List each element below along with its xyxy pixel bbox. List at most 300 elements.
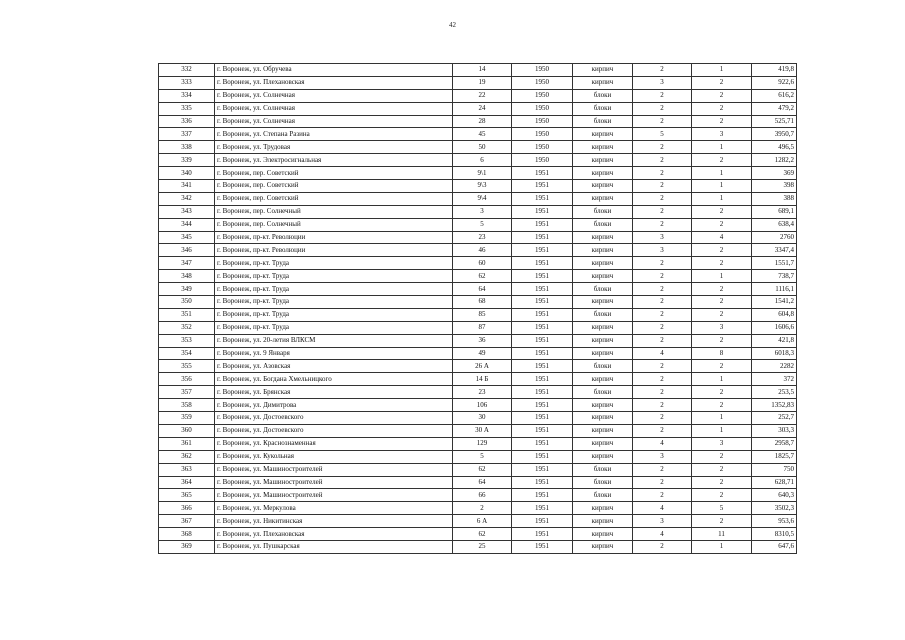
floors-cell: 2 — [633, 334, 692, 347]
floors-cell: 2 — [633, 64, 692, 77]
area-cell: 2282 — [752, 360, 797, 373]
table-row — [159, 399, 797, 412]
area-cell: 496,5 — [752, 141, 797, 154]
house-number-cell: 3 — [453, 205, 512, 218]
entrances-cell: 3 — [692, 437, 752, 450]
table-row — [159, 463, 797, 476]
address-cell: г. Воронеж, пр-кт. Труда — [215, 308, 453, 321]
material-cell: кирпич — [573, 515, 633, 528]
row-number: 343 — [159, 205, 215, 218]
year-cell: 1950 — [512, 64, 573, 77]
floors-cell: 3 — [633, 76, 692, 89]
address-cell: г. Воронеж, ул. Краснознаменная — [215, 437, 453, 450]
house-number-cell: 64 — [453, 476, 512, 489]
house-number-cell: 2 — [453, 502, 512, 515]
year-cell: 1951 — [512, 218, 573, 231]
year-cell: 1951 — [512, 463, 573, 476]
row-number: 360 — [159, 424, 215, 437]
table-row — [159, 489, 797, 502]
row-number: 349 — [159, 283, 215, 296]
material-cell: кирпич — [573, 528, 633, 541]
entrances-cell: 2 — [692, 450, 752, 463]
entrances-cell: 1 — [692, 64, 752, 77]
address-cell: г. Воронеж, пер. Советский — [215, 167, 453, 180]
area-cell: 1551,7 — [752, 257, 797, 270]
floors-cell: 2 — [633, 154, 692, 167]
floors-cell: 2 — [633, 296, 692, 309]
row-number: 364 — [159, 476, 215, 489]
address-cell: г. Воронеж, пр-кт. Труда — [215, 296, 453, 309]
house-number-cell: 28 — [453, 115, 512, 128]
entrances-cell: 1 — [692, 141, 752, 154]
row-number: 348 — [159, 270, 215, 283]
year-cell: 1951 — [512, 321, 573, 334]
house-number-cell: 50 — [453, 141, 512, 154]
floors-cell: 2 — [633, 399, 692, 412]
area-cell: 604,8 — [752, 308, 797, 321]
area-cell: 3950,7 — [752, 128, 797, 141]
floors-cell: 2 — [633, 283, 692, 296]
floors-cell: 2 — [633, 180, 692, 193]
row-number: 347 — [159, 257, 215, 270]
year-cell: 1950 — [512, 115, 573, 128]
floors-cell: 2 — [633, 205, 692, 218]
material-cell: кирпич — [573, 502, 633, 515]
row-number: 359 — [159, 412, 215, 425]
house-number-cell: 60 — [453, 257, 512, 270]
area-cell: 2958,7 — [752, 437, 797, 450]
address-cell: г. Воронеж, ул. Трудовая — [215, 141, 453, 154]
year-cell: 1951 — [512, 270, 573, 283]
floors-cell: 2 — [633, 167, 692, 180]
address-cell: г. Воронеж, пер. Советский — [215, 180, 453, 193]
floors-cell: 2 — [633, 218, 692, 231]
material-cell: кирпич — [573, 257, 633, 270]
house-number-cell: 45 — [453, 128, 512, 141]
table-row — [159, 528, 797, 541]
floors-cell: 2 — [633, 102, 692, 115]
entrances-cell: 2 — [692, 76, 752, 89]
housing-registry-table — [158, 63, 797, 554]
material-cell: кирпич — [573, 180, 633, 193]
address-cell: г. Воронеж, пер. Советский — [215, 192, 453, 205]
entrances-cell: 3 — [692, 128, 752, 141]
address-cell: г. Воронеж, ул. Меркулова — [215, 502, 453, 515]
row-number: 366 — [159, 502, 215, 515]
floors-cell: 2 — [633, 321, 692, 334]
year-cell: 1951 — [512, 283, 573, 296]
floors-cell: 3 — [633, 515, 692, 528]
floors-cell: 2 — [633, 412, 692, 425]
area-cell: 1541,2 — [752, 296, 797, 309]
address-cell: г. Воронеж, ул. Азовская — [215, 360, 453, 373]
material-cell: блоки — [573, 476, 633, 489]
table-row — [159, 76, 797, 89]
floors-cell: 2 — [633, 540, 692, 553]
address-cell: г. Воронеж, ул. Достоевского — [215, 412, 453, 425]
area-cell: 638,4 — [752, 218, 797, 231]
material-cell: кирпич — [573, 128, 633, 141]
year-cell: 1951 — [512, 167, 573, 180]
area-cell: 421,8 — [752, 334, 797, 347]
entrances-cell: 1 — [692, 270, 752, 283]
address-cell: г. Воронеж, ул. Плехановская — [215, 76, 453, 89]
floors-cell: 2 — [633, 424, 692, 437]
material-cell: блоки — [573, 308, 633, 321]
material-cell: блоки — [573, 283, 633, 296]
house-number-cell: 62 — [453, 270, 512, 283]
material-cell: блоки — [573, 463, 633, 476]
year-cell: 1951 — [512, 308, 573, 321]
house-number-cell: 49 — [453, 347, 512, 360]
address-cell: г. Воронеж, ул. Брянская — [215, 386, 453, 399]
floors-cell: 3 — [633, 231, 692, 244]
year-cell: 1951 — [512, 296, 573, 309]
floors-cell: 2 — [633, 360, 692, 373]
entrances-cell: 2 — [692, 296, 752, 309]
house-number-cell: 46 — [453, 244, 512, 257]
house-number-cell: 5 — [453, 218, 512, 231]
entrances-cell: 2 — [692, 154, 752, 167]
area-cell: 1352,83 — [752, 399, 797, 412]
table-row — [159, 502, 797, 515]
row-number: 358 — [159, 399, 215, 412]
table-row — [159, 218, 797, 231]
floors-cell: 4 — [633, 347, 692, 360]
entrances-cell: 1 — [692, 412, 752, 425]
table-row — [159, 386, 797, 399]
table-row — [159, 257, 797, 270]
house-number-cell: 36 — [453, 334, 512, 347]
material-cell: блоки — [573, 489, 633, 502]
floors-cell: 4 — [633, 502, 692, 515]
row-number: 332 — [159, 64, 215, 77]
table-row — [159, 102, 797, 115]
area-cell: 628,71 — [752, 476, 797, 489]
address-cell: г. Воронеж, ул. Солнечная — [215, 115, 453, 128]
row-number: 338 — [159, 141, 215, 154]
entrances-cell: 5 — [692, 502, 752, 515]
area-cell: 2760 — [752, 231, 797, 244]
house-number-cell: 62 — [453, 463, 512, 476]
entrances-cell: 2 — [692, 515, 752, 528]
table-row — [159, 180, 797, 193]
house-number-cell: 129 — [453, 437, 512, 450]
material-cell: кирпич — [573, 347, 633, 360]
year-cell: 1950 — [512, 76, 573, 89]
area-cell: 8310,5 — [752, 528, 797, 541]
row-number: 351 — [159, 308, 215, 321]
entrances-cell: 2 — [692, 283, 752, 296]
table-row — [159, 515, 797, 528]
material-cell: кирпич — [573, 270, 633, 283]
row-number: 368 — [159, 528, 215, 541]
year-cell: 1951 — [512, 231, 573, 244]
material-cell: кирпич — [573, 167, 633, 180]
floors-cell: 3 — [633, 244, 692, 257]
table-row — [159, 437, 797, 450]
area-cell: 525,71 — [752, 115, 797, 128]
house-number-cell: 19 — [453, 76, 512, 89]
entrances-cell: 2 — [692, 308, 752, 321]
material-cell: кирпич — [573, 231, 633, 244]
house-number-cell: 9\1 — [453, 167, 512, 180]
address-cell: г. Воронеж, ул. Машиностроителей — [215, 463, 453, 476]
entrances-cell: 2 — [692, 463, 752, 476]
entrances-cell: 1 — [692, 424, 752, 437]
year-cell: 1951 — [512, 386, 573, 399]
address-cell: г. Воронеж, ул. Степана Разина — [215, 128, 453, 141]
house-number-cell: 23 — [453, 386, 512, 399]
year-cell: 1951 — [512, 257, 573, 270]
row-number: 344 — [159, 218, 215, 231]
area-cell: 6018,3 — [752, 347, 797, 360]
table-row — [159, 450, 797, 463]
row-number: 342 — [159, 192, 215, 205]
row-number: 353 — [159, 334, 215, 347]
table-row — [159, 308, 797, 321]
floors-cell: 2 — [633, 192, 692, 205]
year-cell: 1951 — [512, 205, 573, 218]
material-cell: кирпич — [573, 540, 633, 553]
entrances-cell: 2 — [692, 334, 752, 347]
material-cell: кирпич — [573, 154, 633, 167]
area-cell: 398 — [752, 180, 797, 193]
area-cell: 1825,7 — [752, 450, 797, 463]
entrances-cell: 4 — [692, 231, 752, 244]
table-row — [159, 167, 797, 180]
year-cell: 1951 — [512, 489, 573, 502]
area-cell: 419,8 — [752, 64, 797, 77]
house-number-cell: 24 — [453, 102, 512, 115]
entrances-cell: 1 — [692, 167, 752, 180]
year-cell: 1950 — [512, 102, 573, 115]
address-cell: г. Воронеж, ул. Машиностроителей — [215, 476, 453, 489]
address-cell: г. Воронеж, ул. Плехановская — [215, 528, 453, 541]
area-cell: 689,1 — [752, 205, 797, 218]
year-cell: 1951 — [512, 347, 573, 360]
floors-cell: 5 — [633, 128, 692, 141]
area-cell: 922,6 — [752, 76, 797, 89]
floors-cell: 2 — [633, 308, 692, 321]
floors-cell: 2 — [633, 270, 692, 283]
material-cell: кирпич — [573, 296, 633, 309]
entrances-cell: 2 — [692, 89, 752, 102]
area-cell: 647,6 — [752, 540, 797, 553]
material-cell: блоки — [573, 89, 633, 102]
table-row — [159, 270, 797, 283]
year-cell: 1951 — [512, 476, 573, 489]
floors-cell: 2 — [633, 463, 692, 476]
house-number-cell: 64 — [453, 283, 512, 296]
address-cell: г. Воронеж, ул. Электросигнальная — [215, 154, 453, 167]
table-row — [159, 205, 797, 218]
entrances-cell: 8 — [692, 347, 752, 360]
address-cell: г. Воронеж, пр-кт. Революции — [215, 244, 453, 257]
area-cell: 953,6 — [752, 515, 797, 528]
address-cell: г. Воронеж, ул. 20-летия ВЛКСМ — [215, 334, 453, 347]
material-cell: кирпич — [573, 192, 633, 205]
material-cell: кирпич — [573, 424, 633, 437]
address-cell: г. Воронеж, ул. 9 Января — [215, 347, 453, 360]
entrances-cell: 1 — [692, 192, 752, 205]
floors-cell: 4 — [633, 437, 692, 450]
material-cell: блоки — [573, 360, 633, 373]
house-number-cell: 14 Б — [453, 373, 512, 386]
row-number: 333 — [159, 76, 215, 89]
address-cell: г. Воронеж, пер. Солнечный — [215, 218, 453, 231]
row-number: 346 — [159, 244, 215, 257]
address-cell: г. Воронеж, ул. Солнечная — [215, 102, 453, 115]
address-cell: г. Воронеж, пер. Солнечный — [215, 205, 453, 218]
year-cell: 1951 — [512, 399, 573, 412]
floors-cell: 2 — [633, 89, 692, 102]
material-cell: блоки — [573, 115, 633, 128]
area-cell: 1282,2 — [752, 154, 797, 167]
house-number-cell: 30 А — [453, 424, 512, 437]
house-number-cell: 87 — [453, 321, 512, 334]
area-cell: 640,3 — [752, 489, 797, 502]
year-cell: 1951 — [512, 192, 573, 205]
entrances-cell: 2 — [692, 386, 752, 399]
year-cell: 1951 — [512, 540, 573, 553]
house-number-cell: 26 А — [453, 360, 512, 373]
house-number-cell: 9\4 — [453, 192, 512, 205]
entrances-cell: 1 — [692, 180, 752, 193]
house-number-cell: 30 — [453, 412, 512, 425]
year-cell: 1950 — [512, 128, 573, 141]
table-row — [159, 115, 797, 128]
row-number: 361 — [159, 437, 215, 450]
address-cell: г. Воронеж, пр-кт. Труда — [215, 321, 453, 334]
table-row — [159, 192, 797, 205]
address-cell: г. Воронеж, ул. Солнечная — [215, 89, 453, 102]
row-number: 339 — [159, 154, 215, 167]
table-row — [159, 360, 797, 373]
row-number: 334 — [159, 89, 215, 102]
table-row — [159, 321, 797, 334]
area-cell: 372 — [752, 373, 797, 386]
row-number: 357 — [159, 386, 215, 399]
table-row — [159, 231, 797, 244]
house-number-cell: 6 — [453, 154, 512, 167]
entrances-cell: 2 — [692, 476, 752, 489]
material-cell: кирпич — [573, 334, 633, 347]
table-row — [159, 373, 797, 386]
row-number: 341 — [159, 180, 215, 193]
house-number-cell: 22 — [453, 89, 512, 102]
entrances-cell: 3 — [692, 321, 752, 334]
table-row — [159, 154, 797, 167]
floors-cell: 2 — [633, 476, 692, 489]
table-row — [159, 141, 797, 154]
address-cell: г. Воронеж, пр-кт. Революции — [215, 231, 453, 244]
entrances-cell: 2 — [692, 244, 752, 257]
year-cell: 1951 — [512, 244, 573, 257]
area-cell: 388 — [752, 192, 797, 205]
address-cell: г. Воронеж, ул. Димитрова — [215, 399, 453, 412]
table-row — [159, 296, 797, 309]
house-number-cell: 6 А — [453, 515, 512, 528]
row-number: 335 — [159, 102, 215, 115]
material-cell: блоки — [573, 218, 633, 231]
year-cell: 1951 — [512, 502, 573, 515]
house-number-cell: 25 — [453, 540, 512, 553]
year-cell: 1950 — [512, 89, 573, 102]
table-body — [159, 64, 797, 554]
row-number: 362 — [159, 450, 215, 463]
floors-cell: 2 — [633, 489, 692, 502]
table-row — [159, 540, 797, 553]
address-cell: г. Воронеж, пр-кт. Труда — [215, 270, 453, 283]
material-cell: кирпич — [573, 141, 633, 154]
year-cell: 1951 — [512, 515, 573, 528]
table-row — [159, 424, 797, 437]
house-number-cell: 62 — [453, 528, 512, 541]
table-row — [159, 244, 797, 257]
house-number-cell: 66 — [453, 489, 512, 502]
year-cell: 1951 — [512, 334, 573, 347]
table-row — [159, 89, 797, 102]
year-cell: 1951 — [512, 360, 573, 373]
row-number: 352 — [159, 321, 215, 334]
house-number-cell: 9\3 — [453, 180, 512, 193]
year-cell: 1950 — [512, 141, 573, 154]
page-number: 42 — [449, 21, 456, 29]
address-cell: г. Воронеж, ул. Богдана Хмельницкого — [215, 373, 453, 386]
house-number-cell: 5 — [453, 450, 512, 463]
row-number: 337 — [159, 128, 215, 141]
house-number-cell: 106 — [453, 399, 512, 412]
area-cell: 303,3 — [752, 424, 797, 437]
material-cell: блоки — [573, 205, 633, 218]
table-row — [159, 283, 797, 296]
table-row — [159, 412, 797, 425]
house-number-cell: 14 — [453, 64, 512, 77]
material-cell: блоки — [573, 386, 633, 399]
row-number: 365 — [159, 489, 215, 502]
entrances-cell: 2 — [692, 399, 752, 412]
year-cell: 1951 — [512, 424, 573, 437]
area-cell: 3347,4 — [752, 244, 797, 257]
area-cell: 3502,3 — [752, 502, 797, 515]
floors-cell: 2 — [633, 257, 692, 270]
material-cell: кирпич — [573, 437, 633, 450]
entrances-cell: 2 — [692, 205, 752, 218]
material-cell: кирпич — [573, 373, 633, 386]
area-cell: 252,7 — [752, 412, 797, 425]
row-number: 367 — [159, 515, 215, 528]
floors-cell: 2 — [633, 386, 692, 399]
row-number: 336 — [159, 115, 215, 128]
house-number-cell: 23 — [453, 231, 512, 244]
row-number: 369 — [159, 540, 215, 553]
material-cell: кирпич — [573, 399, 633, 412]
row-number: 354 — [159, 347, 215, 360]
address-cell: г. Воронеж, ул. Машиностроителей — [215, 489, 453, 502]
year-cell: 1951 — [512, 450, 573, 463]
floors-cell: 3 — [633, 450, 692, 463]
year-cell: 1951 — [512, 373, 573, 386]
area-cell: 1606,6 — [752, 321, 797, 334]
year-cell: 1951 — [512, 528, 573, 541]
area-cell: 253,5 — [752, 386, 797, 399]
address-cell: г. Воронеж, ул. Обручева — [215, 64, 453, 77]
material-cell: кирпич — [573, 76, 633, 89]
material-cell: кирпич — [573, 450, 633, 463]
entrances-cell: 2 — [692, 218, 752, 231]
material-cell: кирпич — [573, 64, 633, 77]
